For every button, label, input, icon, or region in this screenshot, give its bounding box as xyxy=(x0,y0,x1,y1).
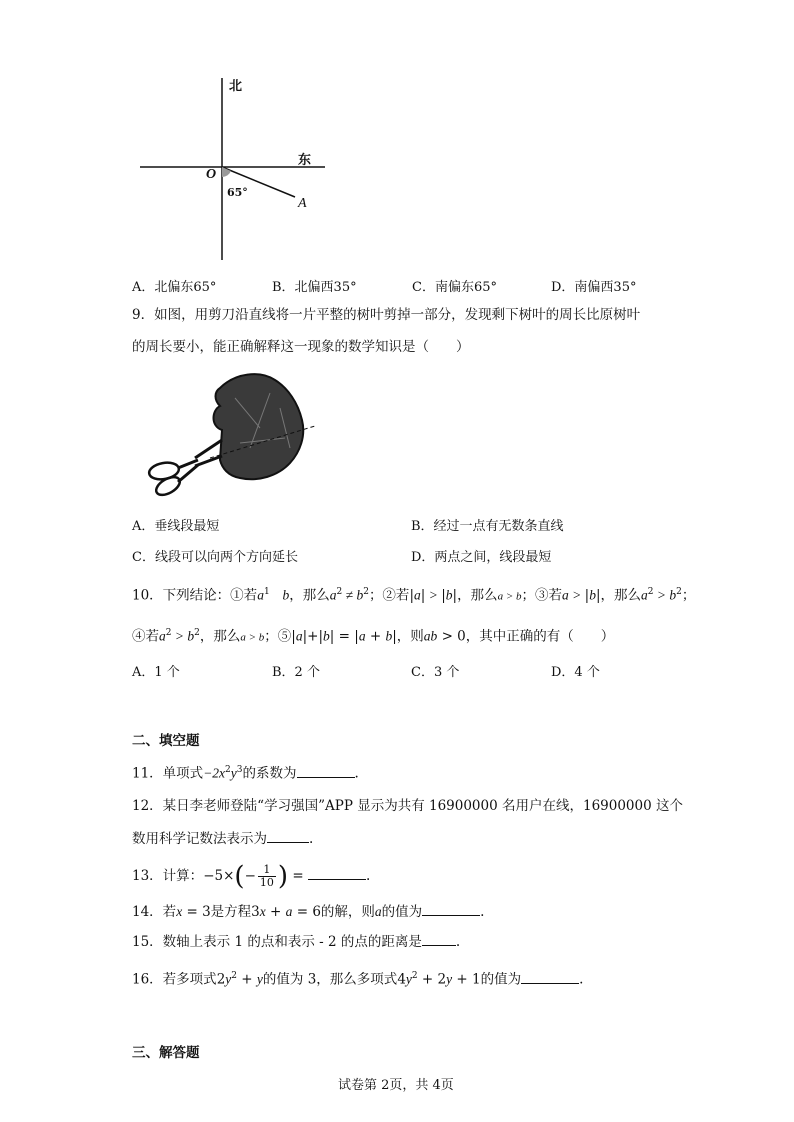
q10-option-c: C．3 个 xyxy=(411,665,460,680)
section-heading-fill-in: 二、填空题 xyxy=(132,733,200,749)
q8-option-b: B．北偏西35° xyxy=(272,280,357,295)
section-heading-solve: 三、解答题 xyxy=(132,1045,200,1061)
q10-option-b: B．2 个 xyxy=(272,665,320,680)
q12-text-line2: 数用科学记数法表示为 . xyxy=(132,828,313,849)
q8-option-c: C．南偏东65° xyxy=(412,280,497,295)
q9-text-line1: 9．如图，用剪刀沿直线将一片平整的树叶剪掉一部分，发现剩下树叶的周长比原树叶 xyxy=(132,307,641,323)
east-label: 东 xyxy=(298,153,312,168)
angle-label: 65° xyxy=(227,186,248,199)
q12-answer-blank xyxy=(267,828,309,843)
q10-line2: ④若$a^2 > b^2$，那么a > b；⑤|a|+|b| = |a + b|，则ab > 0，其中正确的有（ ） xyxy=(132,628,615,645)
origin-label: O xyxy=(206,167,217,182)
q10-line1: 10．下列结论：①若$a^1$ b，那么$a^2 \ne b^2$；②若|a| > |b|，那么a > b；③若a > |b|，那么$a^2 > b^2$； xyxy=(132,587,696,604)
q9-option-d: D．两点之间，线段最短 xyxy=(411,550,552,565)
q8-option-d: D．南偏西35° xyxy=(551,280,637,295)
q14-answer-blank xyxy=(422,901,480,916)
q8-option-a: A．北偏东65° xyxy=(132,280,217,295)
q9-text-line2: 的周长要小，能正确解释这一现象的数学知识是（ ） xyxy=(132,339,470,355)
q10-option-a: A．1 个 xyxy=(132,665,180,680)
q15-answer-blank xyxy=(422,931,456,946)
q11-answer-blank xyxy=(297,763,355,778)
page-footer: 试卷第 2页，共 4页 xyxy=(338,1078,454,1093)
q10-option-d: D．4 个 xyxy=(551,665,600,680)
q9-option-c: C．线段可以向两个方向延长 xyxy=(132,550,298,565)
q16-answer-blank xyxy=(521,969,579,984)
q9-option-a: A．垂线段最短 xyxy=(132,519,220,534)
point-a-label: A xyxy=(298,196,307,211)
leaf-scissors-illustration xyxy=(140,368,320,500)
q14-text: 14．若x = 3是方程3x + a = 6的解，则a的值为 . xyxy=(132,901,484,922)
q11-text: 11．单项式$-2x^2y^3$的系数为 . xyxy=(132,760,359,784)
q12-text-line1: 12．某日李老师登陆“学习强国”APP 显示为共有 16900000 名用户在线，16900000 这个 xyxy=(132,798,683,814)
q16-text: 16．若多项式$2y^2 + y$的值为 3，那么多项式$4y^2 + 2y + 1$的值为 . xyxy=(132,966,583,990)
q9-option-b: B．经过一点有无数条直线 xyxy=(411,519,564,534)
q15-text: 15．数轴上表示 1 的点和表示 - 2 的点的距离是 . xyxy=(132,931,460,952)
q13-answer-blank xyxy=(308,865,366,880)
scissors-icon xyxy=(148,440,222,499)
q13-text: 13．计算：−5×(− $\frac{1}{10}$ ) = . xyxy=(132,861,371,892)
north-label: 北 xyxy=(229,79,243,94)
